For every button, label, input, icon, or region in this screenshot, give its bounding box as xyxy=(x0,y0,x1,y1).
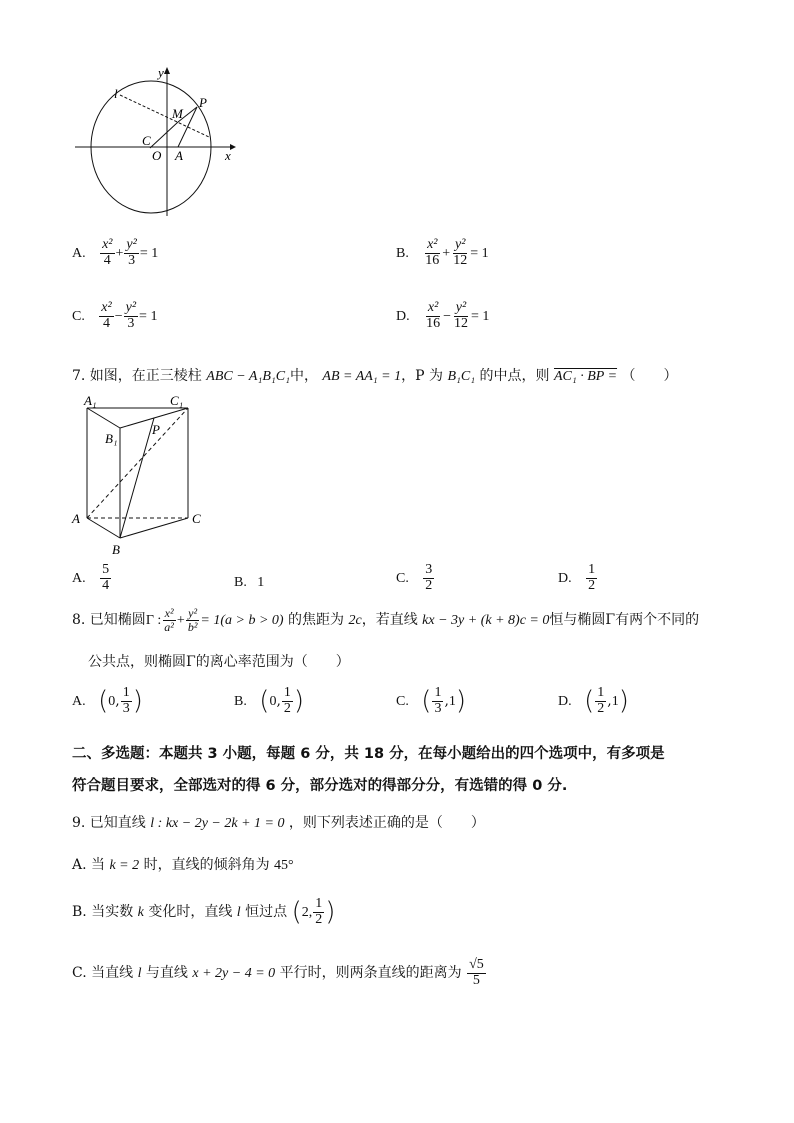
label-b1: B₁ xyxy=(105,431,118,446)
label-m: M xyxy=(172,106,183,121)
q6-option-c[interactable]: C. $\frac{\text{x²}}{4}$ − $\frac{\text{y²}}{3}$ = 1 xyxy=(72,300,158,331)
label-o: O xyxy=(152,148,162,163)
q8-option-d[interactable]: D. ( $\frac{1}{2}$ ,1) xyxy=(558,685,629,717)
q8-stem-line1: 8. 已知椭圆Γ : $\frac{\text{x²}}{\text{a²}}$ + $\frac{\text{y²}}{\text{b²}}$ = 1(a > b > 0) 的焦距为 2c，若直线 kx − 3y + (k + 8)c = 0恒与椭圆Γ有两个不同的 xyxy=(72,606,700,634)
line-l xyxy=(120,95,209,137)
q9-option-a[interactable]: A. 当 k = 2 时，直线的倾斜角为 45° xyxy=(72,857,294,873)
q9-stem: 9. 已知直线 l : kx − 2y − 2k + 1 = 0 ，则下列表述正确的是（ ） xyxy=(72,815,485,831)
q8-option-c[interactable]: C. ( $\frac{1}{3}$ ,1) xyxy=(396,685,467,717)
circle-figure xyxy=(70,60,240,225)
q8-stem-line2: 公共点，则椭圆Γ的离心率范围为（ ） xyxy=(88,654,350,670)
q7-option-a[interactable]: A. $\frac{5}{4}$ xyxy=(72,562,110,593)
x-axis-arrow xyxy=(230,144,236,150)
label-y: y xyxy=(158,65,164,80)
edge-ab xyxy=(87,518,120,538)
q8-option-a[interactable]: A. (0, $\frac{1}{3}$ ) xyxy=(72,685,143,717)
y-axis-arrow xyxy=(164,67,170,74)
label-b: B xyxy=(112,542,120,557)
label-p: P xyxy=(199,95,207,110)
q6-option-d[interactable]: D. $\frac{\text{x²}}{16}$ − $\frac{\text{y²}}{12}$ = 1 xyxy=(396,300,490,331)
section2-heading-line1: 二、多选题：本题共 3 小题，每题 6 分，共 18 分，在每小题给出的四个选项中，有多项是 xyxy=(72,746,665,762)
q9-option-c[interactable]: C. 当直线 l 与直线 x + 2y − 4 = 0 平行时，则两条直线的距离为 $\frac{√5}{5}$ xyxy=(72,957,484,988)
q8-option-b[interactable]: B. (0, $\frac{1}{2}$ ) xyxy=(234,685,305,717)
label-c1: C₁ xyxy=(170,393,184,408)
segment-cm xyxy=(150,122,178,148)
q6-option-a[interactable]: A. $\frac{\text{x²}}{4}$ + $\frac{\text{y²}}{3}$ = 1 xyxy=(72,237,159,268)
segment-ac1 xyxy=(87,408,188,518)
q7-option-d[interactable]: D. $\frac{1}{2}$ xyxy=(558,562,596,593)
q6-option-b[interactable]: B. $\frac{\text{x²}}{16}$ + $\frac{\text{y²}}{12}$ = 1 xyxy=(396,237,489,268)
label-p: P xyxy=(152,422,160,437)
label-a1: A₁ xyxy=(84,393,97,408)
segment-bp xyxy=(120,418,154,538)
label-l: l xyxy=(114,86,118,101)
label-a: A xyxy=(72,511,80,526)
edge-a1b1 xyxy=(87,408,120,428)
q7-option-c[interactable]: C. $\frac{3}{2}$ xyxy=(396,562,433,593)
prism-figure xyxy=(70,390,210,560)
q7-option-b[interactable]: B. 1 xyxy=(234,575,265,590)
label-x: x xyxy=(225,148,231,163)
label-c: C xyxy=(192,511,201,526)
label-c: C xyxy=(142,133,151,148)
label-a: A xyxy=(175,148,183,163)
q9-option-b[interactable]: B. 当实数 k 变化时，直线 l 恒过点 (2, $\frac{1}{2}$ ) xyxy=(72,896,336,928)
section2-heading-line2: 符合题目要求，全部选对的得 6 分，部分选对的得部分分，有选错的得 0 分. xyxy=(72,778,568,794)
edge-bc xyxy=(120,518,188,538)
q7-stem: 7. 如图，在正三棱柱 ABC − A₁B₁C₁中， AB = AA₁ = 1，P 为 B₁C₁ 的中点，则 AC₁ · BP = （ ） xyxy=(72,368,678,384)
